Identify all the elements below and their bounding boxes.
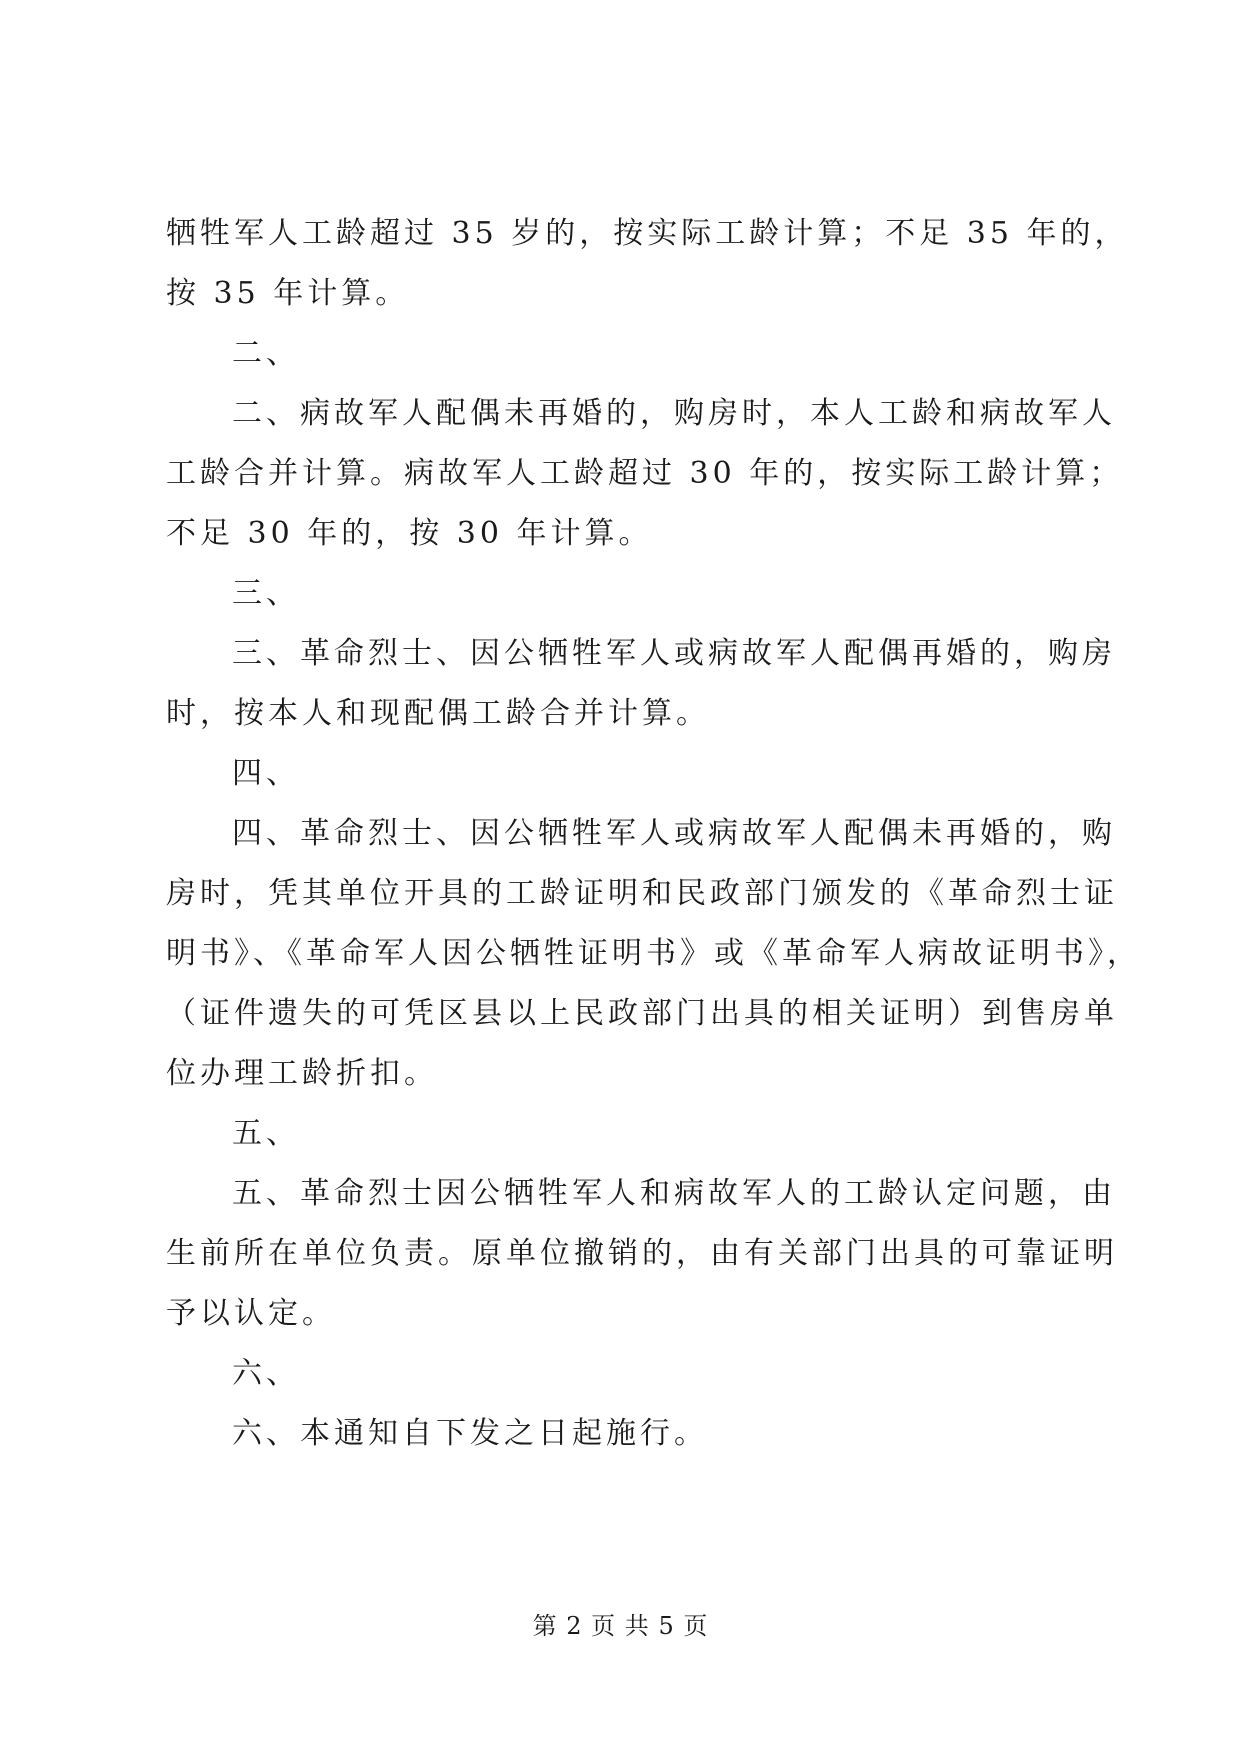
text-line: 三、 [232, 576, 300, 611]
paragraph-6 [166, 1404, 1086, 1464]
page-footer: 第 2 页 共 5 页 [532, 1612, 709, 1640]
section-heading-2 [166, 324, 1086, 384]
text-line: 牺牲军人工龄超过 35 岁的，按实际工龄计算；不足 35 年的， [166, 216, 1129, 251]
text-line: 六、 [232, 1356, 300, 1391]
text-line: 时，按本人和现配偶工龄合并计算。 [166, 696, 710, 731]
text-line: 位办理工龄折扣。 [166, 1056, 438, 1091]
text-line: 予以认定。 [166, 1296, 336, 1331]
text-line: 四、 [232, 756, 300, 791]
text-line: （证件遗失的可凭区县以上民政部门出具的相关证明）到售房单 [166, 996, 1118, 1031]
section-heading-5 [166, 1104, 1086, 1164]
text-line: 不足 30 年的，按 30 年计算。 [166, 516, 653, 551]
text-line: 六、本通知自下发之日起施行。 [232, 1416, 708, 1451]
paragraph-3 [166, 624, 1116, 744]
paragraph-5 [166, 1164, 1118, 1344]
paragraph-2 [166, 384, 1124, 564]
section-heading-6 [166, 1344, 1086, 1404]
text-line: 五、革命烈士因公牺牲军人和病故军人的工龄认定问题，由 [232, 1176, 1116, 1211]
text-line: 四、革命烈士、因公牺牲军人或病故军人配偶未再婚的，购 [232, 816, 1116, 851]
paragraph-continuation [166, 204, 1129, 324]
text-line: 生前所在单位负责。原单位撤销的，由有关部门出具的可靠证明 [166, 1236, 1118, 1271]
document-body [166, 204, 1141, 1464]
text-line: 二、 [232, 336, 300, 371]
text-line: 工龄合并计算。病故军人工龄超过 30 年的，按实际工龄计算； [166, 456, 1124, 491]
text-line: 三、革命烈士、因公牺牲军人或病故军人配偶再婚的，购房 [232, 636, 1116, 671]
paragraph-4 [166, 804, 1141, 1104]
text-line: 二、病故军人配偶未再婚的，购房时，本人工龄和病故军人 [232, 396, 1116, 431]
text-line: 明书》、《革命军人因公牺牲证明书》或《革命军人病故证明书》， [166, 936, 1141, 971]
section-heading-4 [166, 744, 1086, 804]
section-heading-3 [166, 564, 1086, 624]
text-line: 五、 [232, 1116, 300, 1151]
text-line: 按 35 年计算。 [166, 276, 410, 311]
text-line: 房时，凭其单位开具的工龄证明和民政部门颁发的《革命烈士证 [166, 876, 1118, 911]
